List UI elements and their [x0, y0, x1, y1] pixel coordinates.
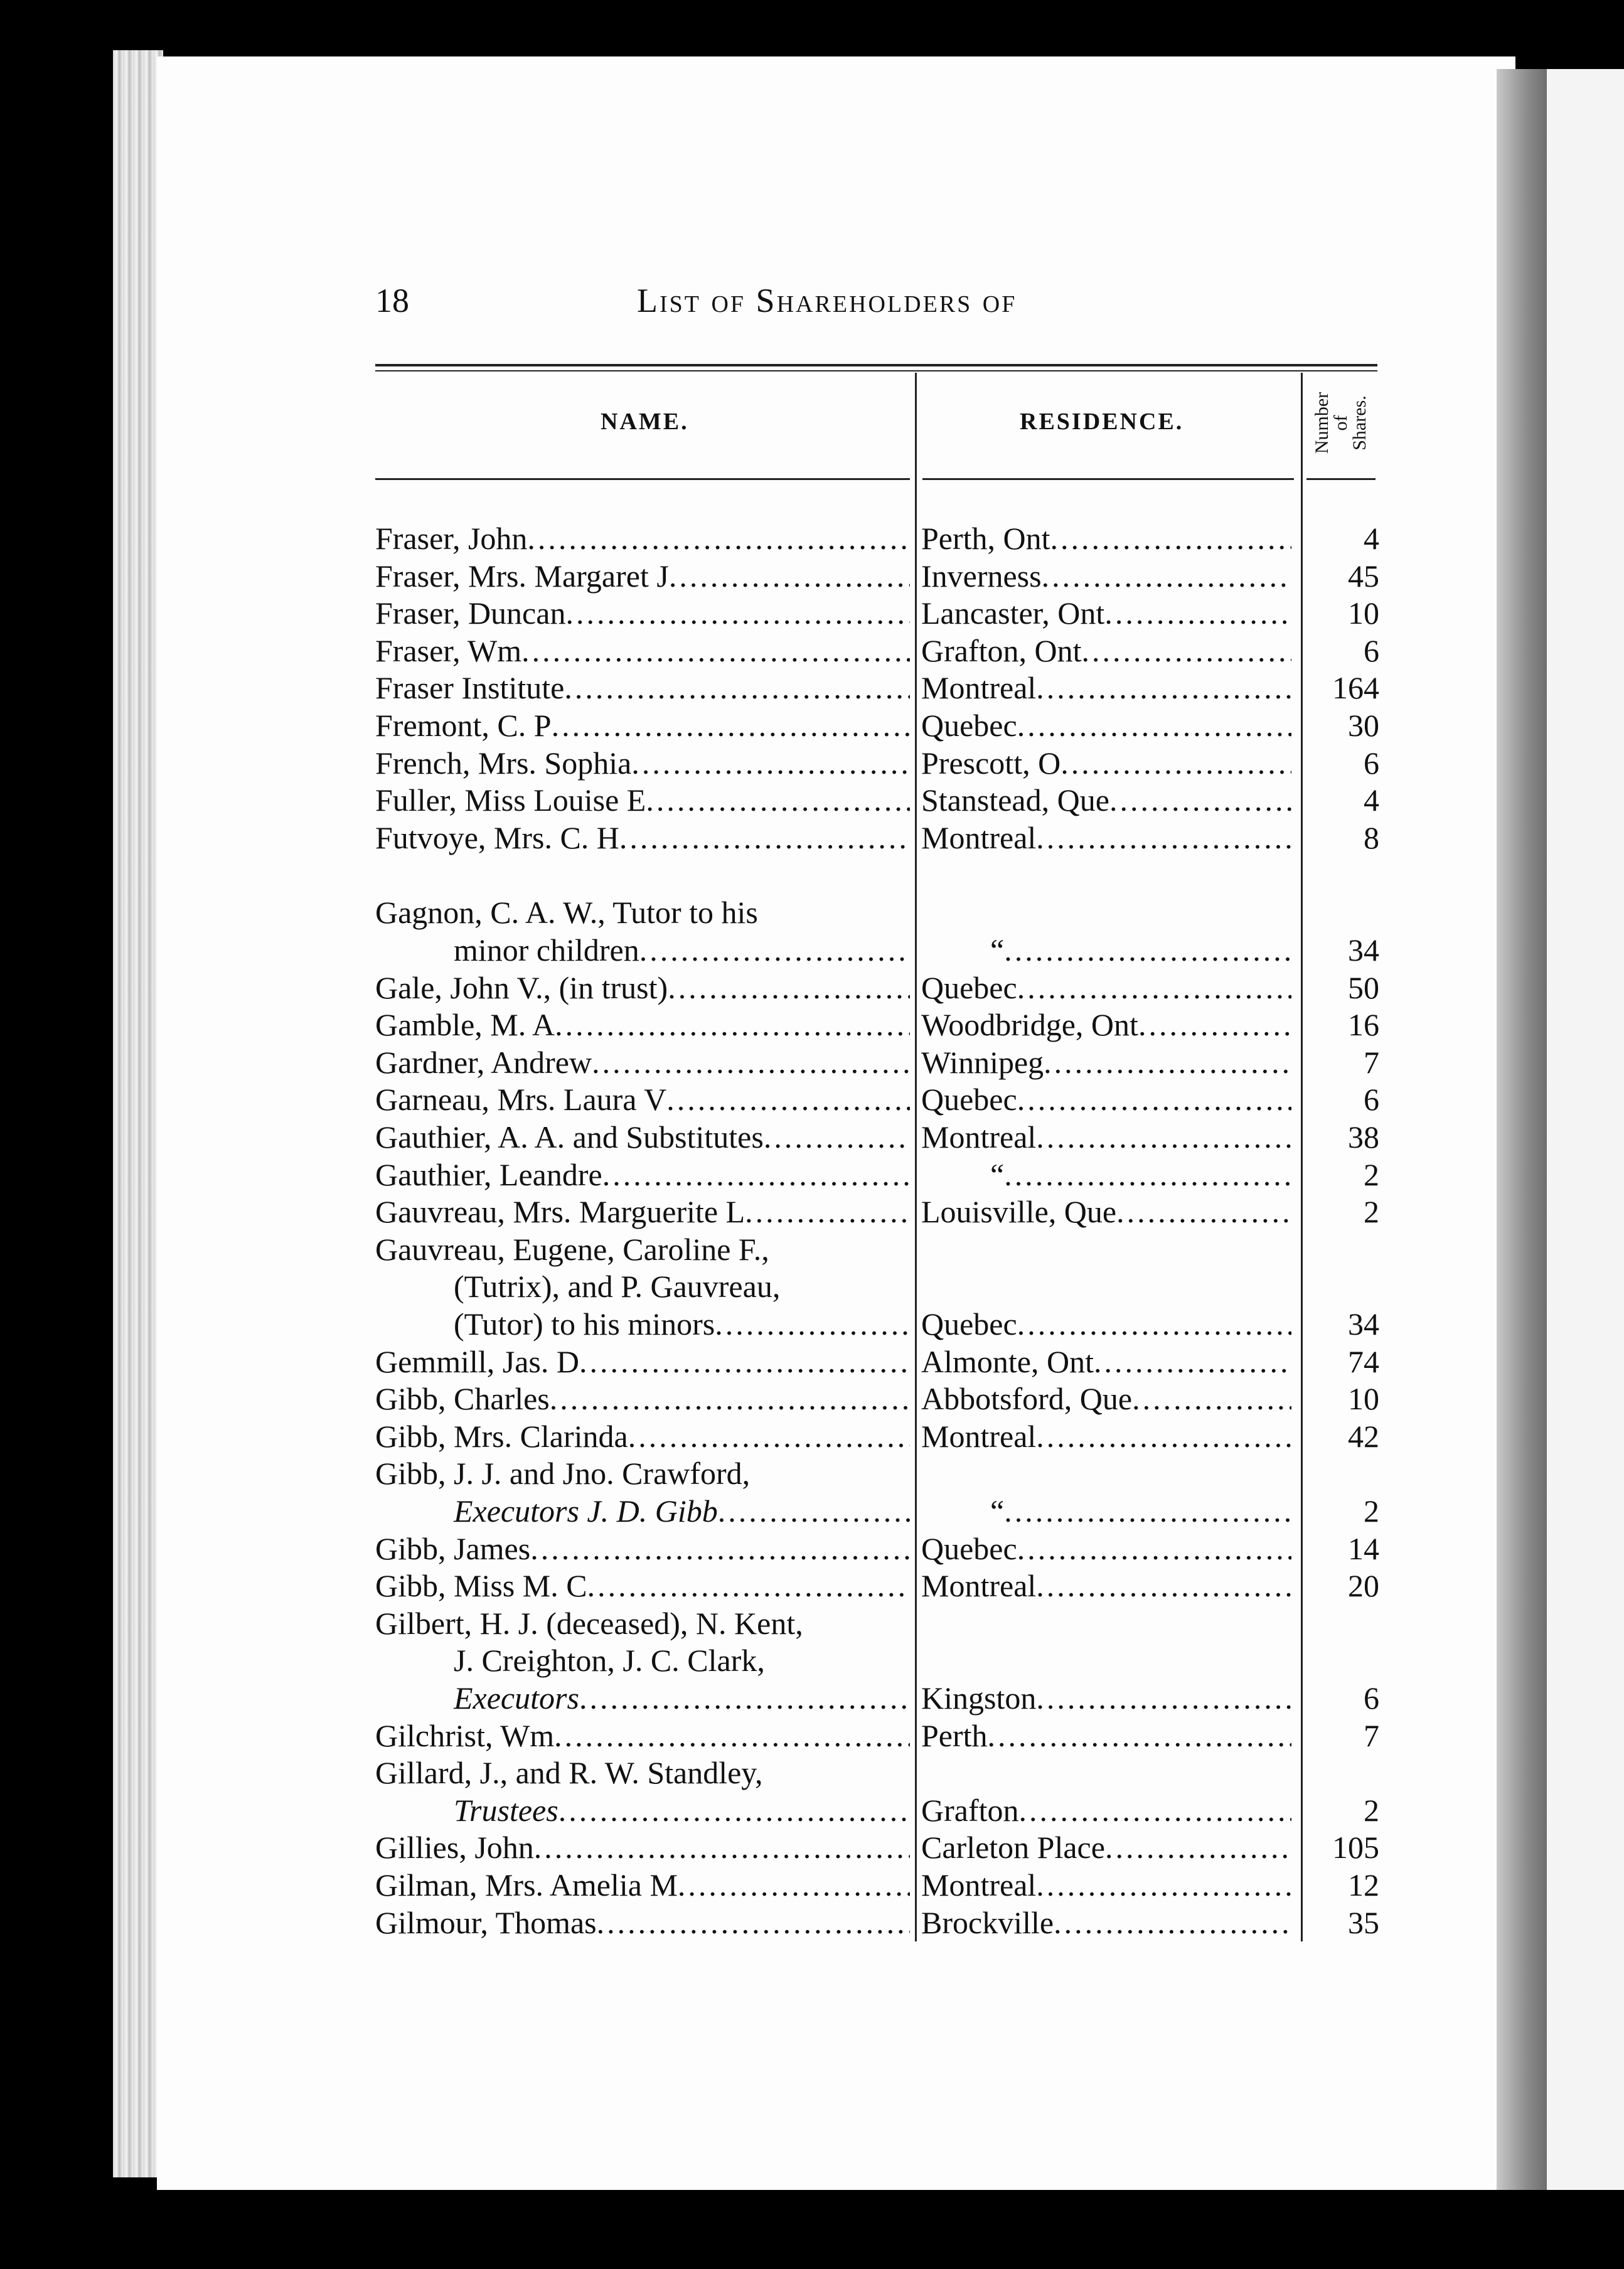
residence-cell: [921, 1679, 1291, 1717]
dot-leader: [669, 557, 910, 595]
residence: Perth: [921, 1717, 988, 1753]
dot-leader: [718, 1492, 910, 1530]
shareholder-name-cell: [375, 1904, 910, 1941]
dot-leader: [1017, 707, 1291, 744]
column-header-shares: [1306, 373, 1376, 473]
number-of-shares: 50: [1348, 969, 1379, 1005]
residence: Quebec: [921, 708, 1017, 743]
shareholder-name-cell: [375, 1305, 910, 1343]
residence-cell: [921, 1006, 1291, 1044]
residence-cell: [921, 819, 1291, 857]
number-of-shares: 10: [1348, 595, 1379, 631]
residence-cell: [921, 1604, 1291, 1642]
residence-cell: [921, 894, 1291, 931]
shareholder-name-cell: [375, 1343, 910, 1380]
residence-cell: [921, 520, 1291, 557]
number-of-shares: 2: [1364, 1194, 1379, 1230]
shareholder-name-cell: [375, 1156, 910, 1193]
residence-cell: [921, 969, 1291, 1006]
shareholder-name: Gemmill, Jas. D: [375, 1343, 579, 1379]
dot-leader: [619, 819, 910, 857]
number-of-shares: 4: [1364, 521, 1379, 556]
shareholder-name-cell: [375, 1006, 910, 1044]
shareholder-name-cell: [375, 1455, 910, 1492]
dot-leader: [1132, 1380, 1291, 1417]
shareholder-name-cell: [375, 594, 910, 632]
dot-leader: [587, 1567, 910, 1604]
table-row: [375, 744, 1379, 782]
dot-leader: [1105, 1829, 1291, 1866]
dot-leader: [1036, 1567, 1291, 1604]
number-of-shares: 38: [1348, 1119, 1379, 1155]
dot-leader: [1036, 1417, 1291, 1455]
residence-cell: [921, 1791, 1291, 1829]
dot-leader: [666, 1081, 910, 1118]
shareholder-name: Gillies, John: [375, 1830, 534, 1866]
table-row: [375, 1904, 1379, 1941]
residence: Quebec: [921, 1082, 1017, 1118]
dot-leader: [1017, 1530, 1291, 1567]
shareholder-name-cell: [375, 819, 910, 857]
dot-leader: [1094, 1343, 1291, 1380]
dot-leader: [631, 744, 910, 782]
shareholder-name-cell: [375, 1118, 910, 1156]
page-number: 18: [375, 282, 409, 319]
column-header-rule-shares: [1306, 478, 1376, 480]
dot-leader: [552, 707, 910, 744]
residence-cell: [921, 1380, 1291, 1417]
shareholder-name-cell: [375, 1193, 910, 1231]
number-of-shares: 2: [1364, 1156, 1379, 1192]
shareholder-name-cell: [375, 1866, 910, 1904]
shareholder-name: Gilmour, Thomas: [375, 1904, 597, 1940]
shareholder-name: Gibb, J. J. and Jno. Crawford,: [375, 1456, 751, 1492]
dot-leader: [628, 1417, 910, 1455]
residence-cell: [921, 632, 1291, 670]
shareholder-name-cell: [375, 1492, 910, 1530]
dot-leader: [534, 1829, 910, 1866]
table-row: [375, 969, 1379, 1006]
number-of-shares: 12: [1348, 1867, 1379, 1903]
dot-leader: [592, 1044, 910, 1081]
residence-cell: [921, 781, 1291, 819]
residence-cell: [921, 707, 1291, 744]
table-row: [375, 557, 1379, 595]
dot-leader: [1017, 1081, 1291, 1118]
residence-cell: [921, 1754, 1291, 1791]
number-of-shares: 10: [1348, 1381, 1379, 1417]
dot-leader: [1109, 781, 1291, 819]
residence-cell: [921, 1268, 1291, 1305]
residence: Winnipeg: [921, 1044, 1044, 1080]
dot-leader: [1104, 594, 1291, 632]
shareholder-name: Gilbert, H. J. (deceased), N. Kent,: [375, 1605, 803, 1641]
residence-cell: [921, 1492, 1291, 1530]
shareholder-name-cell: [375, 894, 910, 931]
dot-leader: [1082, 632, 1292, 670]
number-of-shares: 7: [1364, 1717, 1379, 1753]
dot-leader: [715, 1305, 910, 1343]
residence-cell: [921, 1156, 1291, 1193]
table-row: [375, 1193, 1379, 1231]
number-of-shares: 2: [1364, 1792, 1379, 1828]
table-row: [375, 1679, 1379, 1717]
dot-leader: [527, 520, 910, 557]
running-title: List of Shareholders of: [637, 282, 1017, 319]
residence: Montreal: [921, 1418, 1037, 1454]
shares-header-line3: Shares.: [1349, 395, 1370, 451]
dot-leader: [1042, 557, 1291, 595]
shareholder-name-cell: [375, 1417, 910, 1455]
table-row: [375, 1343, 1379, 1380]
dot-leader: [1036, 819, 1291, 857]
shares-header-text: [1313, 392, 1369, 454]
residence: Grafton: [921, 1792, 1019, 1828]
residence: “: [990, 1156, 1005, 1192]
number-of-shares: 35: [1348, 1904, 1379, 1940]
dot-leader: [1004, 931, 1291, 969]
residence-cell: [921, 744, 1291, 782]
shareholder-name: Gilman, Mrs. Amelia M: [375, 1867, 678, 1903]
residence: Quebec: [921, 1306, 1017, 1342]
table-row: [375, 1156, 1379, 1193]
dot-leader: [1036, 1866, 1291, 1904]
number-of-shares: 6: [1364, 633, 1379, 668]
residence-cell: [921, 1044, 1291, 1081]
table-row: [375, 520, 1379, 557]
table-row: [375, 1530, 1379, 1567]
table-row: [375, 931, 1379, 969]
shareholder-name: Gauvreau, Eugene, Caroline F.,: [375, 1231, 769, 1267]
table-row: [375, 1268, 1379, 1305]
shareholder-name-cell: [375, 1829, 910, 1866]
residence: “: [990, 1493, 1005, 1529]
dot-leader: [565, 594, 910, 632]
residence: “: [990, 932, 1005, 968]
column-header-rule-name: [375, 478, 910, 480]
table-row: [375, 1417, 1379, 1455]
shareholder-name-cell: [375, 1642, 910, 1679]
residence-cell: [921, 1455, 1291, 1492]
number-of-shares: 6: [1364, 1680, 1379, 1716]
shareholder-name: J. Creighton, J. C. Clark,: [454, 1643, 765, 1679]
shareholder-name: (Tutrix), and P. Gauvreau,: [454, 1269, 781, 1305]
residence-cell: [921, 1193, 1291, 1231]
dot-leader: [564, 669, 910, 707]
table-row: [375, 1866, 1379, 1904]
residence: Montreal: [921, 1119, 1037, 1155]
table-row: [375, 594, 1379, 632]
number-of-shares: 42: [1348, 1418, 1379, 1454]
dot-leader: [554, 1717, 910, 1754]
dot-leader: [764, 1118, 910, 1156]
number-of-shares: 6: [1364, 745, 1379, 781]
shareholder-name: Fraser, Mrs. Margaret J: [375, 558, 669, 594]
residence: Lancaster, Ont: [921, 595, 1105, 631]
table-row: [375, 1455, 1379, 1492]
residence-cell: [921, 1417, 1291, 1455]
table-row: [375, 669, 1379, 707]
table-row: [375, 1642, 1379, 1679]
shareholder-name: Garneau, Mrs. Laura V: [375, 1082, 667, 1118]
table-row: [375, 781, 1379, 819]
dot-leader: [668, 969, 910, 1006]
number-of-shares: 34: [1348, 1306, 1379, 1342]
dot-leader: [678, 1866, 910, 1904]
shareholder-name: Gauvreau, Mrs. Marguerite L: [375, 1194, 745, 1230]
dot-leader: [530, 1530, 910, 1567]
shareholder-name: Gauthier, Leandre: [375, 1156, 602, 1192]
header-rule-top: [375, 364, 1377, 366]
residence: Woodbridge, Ont: [921, 1007, 1138, 1043]
dot-leader: [521, 632, 910, 670]
number-of-shares: 45: [1348, 558, 1379, 594]
header-rule-bottom: [375, 370, 1377, 371]
table-row: [375, 1791, 1379, 1829]
shareholder-name: Fraser, Duncan: [375, 595, 566, 631]
shareholder-name-cell: [375, 1044, 910, 1081]
shareholder-name: Gauthier, A. A. and Substitutes: [375, 1119, 764, 1155]
number-of-shares: 6: [1364, 1082, 1379, 1118]
table-row: [375, 1006, 1379, 1044]
dot-leader: [1050, 520, 1291, 557]
dot-leader: [1004, 1156, 1291, 1193]
residence: Kingston: [921, 1680, 1037, 1716]
facing-page-edge: [1547, 69, 1624, 2190]
dot-leader: [988, 1717, 1291, 1754]
shareholder-name-cell: [375, 1380, 910, 1417]
residence-cell: [921, 1642, 1291, 1679]
number-of-shares: 74: [1348, 1343, 1379, 1379]
shareholder-name: Gibb, Mrs. Clarinda: [375, 1418, 628, 1454]
residence: Prescott, O: [921, 745, 1061, 781]
number-of-shares: 16: [1348, 1007, 1379, 1043]
shareholder-name: Executors J. D. Gibb: [454, 1493, 718, 1529]
dot-leader: [602, 1156, 910, 1193]
table-row: [375, 1231, 1379, 1268]
shareholder-name: Executors: [454, 1680, 579, 1716]
dot-leader: [1036, 669, 1291, 707]
shareholder-name: Gillard, J., and R. W. Standley,: [375, 1755, 763, 1791]
table-row: [375, 1604, 1379, 1642]
residence-cell: [921, 1567, 1291, 1604]
shareholder-name-cell: [375, 557, 910, 595]
residence: Montreal: [921, 1568, 1037, 1604]
residence-cell: [921, 931, 1291, 969]
shareholder-name: Fraser, John: [375, 521, 528, 556]
residence-cell: [921, 557, 1291, 595]
residence-cell: [921, 1866, 1291, 1904]
column-header-name: NAME.: [601, 408, 689, 435]
table-row: [375, 819, 1379, 857]
book-edge: [113, 50, 163, 2177]
number-of-shares: 20: [1348, 1568, 1379, 1604]
dot-leader: [1138, 1006, 1291, 1044]
shareholder-name: French, Mrs. Sophia: [375, 745, 632, 781]
dot-leader: [558, 1791, 910, 1829]
shareholder-name-cell: [375, 781, 910, 819]
shareholder-name-cell: [375, 520, 910, 557]
shareholder-name-cell: [375, 1268, 910, 1305]
residence-cell: [921, 1231, 1291, 1268]
number-of-shares: 14: [1348, 1530, 1379, 1566]
dot-leader: [1116, 1193, 1291, 1231]
number-of-shares: 30: [1348, 708, 1379, 743]
dot-leader: [1054, 1904, 1291, 1941]
shareholder-name-cell: [375, 969, 910, 1006]
dot-leader: [1004, 1492, 1291, 1530]
residence-cell: [921, 669, 1291, 707]
residence: Brockville: [921, 1904, 1054, 1940]
residence: Stanstead, Que: [921, 782, 1109, 818]
page-gutter-shadow: [1497, 69, 1547, 2190]
residence-cell: [921, 1904, 1291, 1941]
residence-cell: [921, 594, 1291, 632]
residence: Grafton, Ont: [921, 633, 1082, 668]
shareholder-name: Gibb, Charles: [375, 1381, 550, 1417]
residence-cell: [921, 1305, 1291, 1343]
shareholder-name-cell: [375, 931, 910, 969]
shareholder-name: Gagnon, C. A. W., Tutor to his: [375, 895, 758, 931]
dot-leader: [639, 931, 910, 969]
shareholder-name-cell: [375, 707, 910, 744]
shareholder-name-cell: [375, 1530, 910, 1567]
shareholder-name-cell: [375, 1754, 910, 1791]
residence-cell: [921, 1118, 1291, 1156]
table-row: [375, 1717, 1379, 1754]
residence: Perth, Ont: [921, 521, 1050, 556]
dot-leader: [550, 1380, 910, 1417]
residence: Quebec: [921, 969, 1017, 1005]
residence-cell: [921, 1530, 1291, 1567]
dot-leader: [555, 1006, 910, 1044]
shareholder-name: Fremont, C. P: [375, 708, 552, 743]
shareholder-name: Fuller, Miss Louise E: [375, 782, 646, 818]
number-of-shares: 8: [1364, 820, 1379, 855]
residence: Carleton Place: [921, 1830, 1105, 1866]
shareholder-name-cell: [375, 1081, 910, 1118]
shareholder-name-cell: [375, 632, 910, 670]
shares-header-line1: Number: [1311, 392, 1332, 454]
residence: Montreal: [921, 1867, 1037, 1903]
shareholder-name: Fraser Institute: [375, 670, 565, 706]
dot-leader: [597, 1904, 910, 1941]
dot-leader: [1036, 1118, 1291, 1156]
shareholder-name: Gibb, Miss M. C: [375, 1568, 587, 1604]
table-row: [375, 1081, 1379, 1118]
residence-cell: [921, 1081, 1291, 1118]
shareholder-name: Gardner, Andrew: [375, 1044, 592, 1080]
number-of-shares: 105: [1332, 1830, 1379, 1866]
dot-leader: [1017, 969, 1291, 1006]
shareholder-name: Gamble, M. A: [375, 1007, 555, 1043]
shareholder-name-cell: [375, 1567, 910, 1604]
residence-cell: [921, 1717, 1291, 1754]
shareholder-name-cell: [375, 1791, 910, 1829]
table-row: [375, 1044, 1379, 1081]
residence: Abbotsford, Que: [921, 1381, 1133, 1417]
dot-leader: [579, 1679, 910, 1717]
column-header-rule-residence: [922, 478, 1294, 480]
shareholder-name: Gibb, James: [375, 1530, 531, 1566]
shareholder-name: Trustees: [454, 1792, 558, 1828]
shareholder-name-cell: [375, 669, 910, 707]
shareholder-name: Futvoye, Mrs. C. H: [375, 820, 619, 855]
residence: Montreal: [921, 670, 1037, 706]
number-of-shares: 2: [1364, 1493, 1379, 1529]
residence-cell: [921, 1343, 1291, 1380]
shares-header-line2: of: [1330, 415, 1351, 431]
dot-leader: [1060, 744, 1291, 782]
shareholder-name: Fraser, Wm: [375, 633, 522, 668]
table-row: [375, 1754, 1379, 1791]
residence: Inverness: [921, 558, 1042, 594]
dot-leader: [745, 1193, 910, 1231]
dot-leader: [1044, 1044, 1291, 1081]
shareholder-name-cell: [375, 1717, 910, 1754]
table-row: [375, 1829, 1379, 1866]
table-row: [375, 1492, 1379, 1530]
number-of-shares: 34: [1348, 932, 1379, 968]
shareholder-name-cell: [375, 744, 910, 782]
shareholder-name-cell: [375, 1231, 910, 1268]
residence: Louisville, Que: [921, 1194, 1117, 1230]
shareholder-name-cell: [375, 1604, 910, 1642]
residence: Quebec: [921, 1530, 1017, 1566]
shareholder-name: Gilchrist, Wm: [375, 1717, 555, 1753]
table-row: [375, 1380, 1379, 1417]
table-row: [375, 1567, 1379, 1604]
dot-leader: [579, 1343, 910, 1380]
residence-cell: [921, 1829, 1291, 1866]
table-row: [375, 707, 1379, 744]
number-of-shares: 164: [1332, 670, 1379, 706]
residence: Almonte, Ont: [921, 1343, 1094, 1379]
dot-leader: [1019, 1791, 1292, 1829]
dot-leader: [1036, 1679, 1291, 1717]
dot-leader: [646, 781, 910, 819]
table-row: [375, 1118, 1379, 1156]
shareholder-name: Gale, John V., (in trust): [375, 969, 668, 1005]
dot-leader: [1017, 1305, 1291, 1343]
shareholder-name: minor children: [454, 932, 639, 968]
table-row: [375, 1305, 1379, 1343]
number-of-shares: 7: [1364, 1044, 1379, 1080]
shareholder-name: (Tutor) to his minors: [454, 1306, 715, 1342]
number-of-shares: 4: [1364, 782, 1379, 818]
table-row: [375, 894, 1379, 931]
table-row: [375, 632, 1379, 670]
residence: Montreal: [921, 820, 1037, 855]
shareholder-name-cell: [375, 1679, 910, 1717]
column-header-residence: RESIDENCE.: [1020, 408, 1184, 435]
